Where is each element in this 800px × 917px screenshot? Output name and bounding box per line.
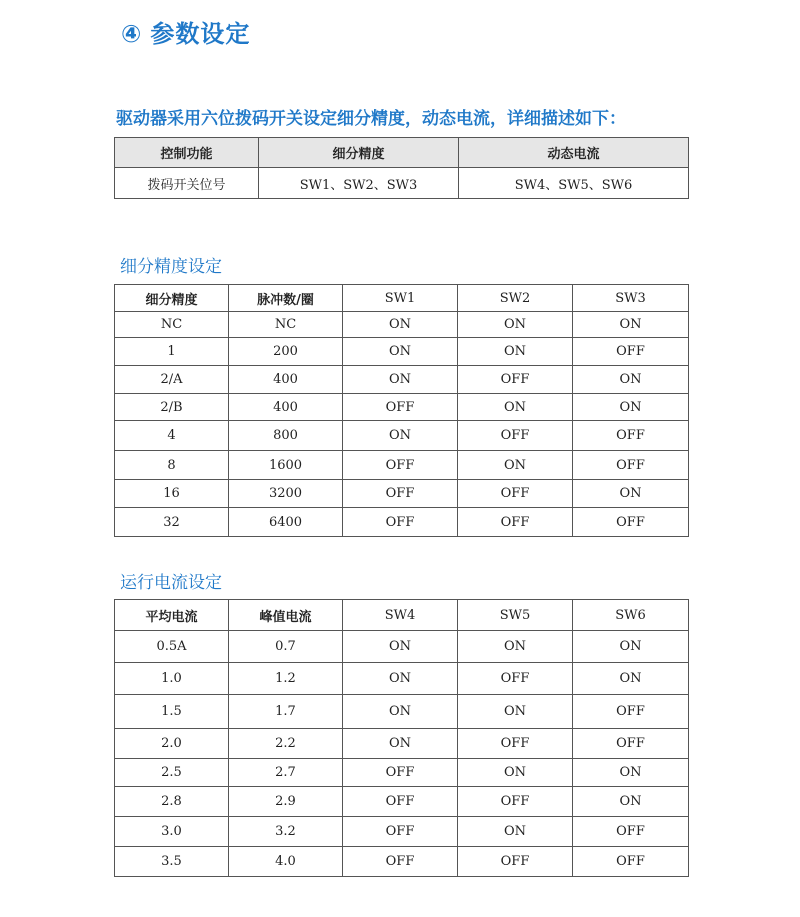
header-cell: 细分精度 (115, 285, 229, 312)
table-row (115, 759, 689, 787)
table-cell: 400 (229, 394, 343, 421)
table-cell: 1.7 (229, 695, 343, 729)
table-cell: 400 (229, 366, 343, 394)
table-cell: NC (229, 312, 343, 338)
table-row (115, 480, 689, 508)
microstep-table (114, 284, 689, 537)
table-row (115, 312, 689, 338)
table-cell: 3.5 (115, 847, 229, 877)
table-cell: ON (458, 394, 573, 421)
table-cell: ON (458, 451, 573, 480)
table-cell: OFF (573, 695, 689, 729)
table-cell: OFF (343, 787, 458, 817)
table-cell: NC (115, 312, 229, 338)
table-cell: ON (458, 759, 573, 787)
table-cell: 3.0 (115, 817, 229, 847)
table-cell: OFF (458, 663, 573, 695)
table-row (115, 631, 689, 663)
table-cell: ON (343, 695, 458, 729)
section-title: 参数设定 (150, 20, 251, 48)
table-cell: ON (458, 338, 573, 366)
table-cell: 2.8 (115, 787, 229, 817)
table-row (115, 421, 689, 451)
table-cell: 3200 (229, 480, 343, 508)
header-cell: 峰值电流 (229, 600, 343, 631)
table-cell: OFF (343, 847, 458, 877)
table-cell: 拨码开关位号 (115, 168, 259, 199)
table-cell: 1600 (229, 451, 343, 480)
table-cell: 0.7 (229, 631, 343, 663)
table-cell: ON (343, 663, 458, 695)
current-table (114, 599, 689, 877)
table-cell: ON (573, 663, 689, 695)
table-cell: ON (573, 480, 689, 508)
table-cell: ON (573, 366, 689, 394)
table-cell: ON (458, 312, 573, 338)
table-row (115, 663, 689, 695)
header-cell: 控制功能 (115, 138, 259, 168)
table-row (115, 508, 689, 537)
table-cell: ON (343, 729, 458, 759)
table-row (115, 394, 689, 421)
table-cell: OFF (573, 847, 689, 877)
table-row (115, 817, 689, 847)
table-cell: 1 (115, 338, 229, 366)
table-cell: 1.2 (229, 663, 343, 695)
section-heading (121, 14, 250, 49)
table-cell: OFF (343, 759, 458, 787)
table-cell: OFF (573, 508, 689, 537)
table-cell: 0.5A (115, 631, 229, 663)
header-cell: 动态电流 (459, 138, 689, 168)
table-cell: ON (573, 631, 689, 663)
table-cell: 3.2 (229, 817, 343, 847)
table-cell: OFF (573, 421, 689, 451)
table-cell: SW4、SW5、SW6 (459, 168, 689, 199)
table-header-row (115, 600, 689, 631)
table-header-row (115, 138, 689, 168)
table-cell: OFF (343, 508, 458, 537)
table-cell: OFF (458, 729, 573, 759)
table-cell: OFF (343, 480, 458, 508)
table-cell: OFF (343, 394, 458, 421)
table-row (115, 451, 689, 480)
table-cell: OFF (458, 480, 573, 508)
table-cell: ON (343, 421, 458, 451)
intro-text: 驱动器采用六位拨码开关设定细分精度，动态电流，详细描述如下： (116, 109, 626, 129)
dip-switch-overview-table (114, 137, 689, 199)
table-cell: OFF (458, 421, 573, 451)
table-cell: 800 (229, 421, 343, 451)
header-cell: SW3 (573, 285, 689, 312)
table-cell: 2/A (115, 366, 229, 394)
table-cell: 16 (115, 480, 229, 508)
table-row (115, 729, 689, 759)
table-cell: OFF (458, 508, 573, 537)
table-cell: 1.0 (115, 663, 229, 695)
table-row (115, 366, 689, 394)
table-cell: 2.5 (115, 759, 229, 787)
table-cell: 200 (229, 338, 343, 366)
table-cell: ON (458, 695, 573, 729)
table-row (115, 847, 689, 877)
header-cell: 细分精度 (259, 138, 459, 168)
table-cell: OFF (573, 451, 689, 480)
table-row (115, 168, 689, 199)
table-cell: 2.0 (115, 729, 229, 759)
table-cell: ON (343, 338, 458, 366)
table-cell: 2.7 (229, 759, 343, 787)
header-cell: SW4 (343, 600, 458, 631)
table-cell: 2.2 (229, 729, 343, 759)
table-row (115, 338, 689, 366)
table-cell: ON (573, 394, 689, 421)
table-header-row (115, 285, 689, 312)
header-cell: SW2 (458, 285, 573, 312)
table-cell: OFF (343, 817, 458, 847)
table-cell: OFF (458, 847, 573, 877)
header-cell: SW1 (343, 285, 458, 312)
header-cell: 脉冲数/圈 (229, 285, 343, 312)
table-row (115, 695, 689, 729)
table-cell: 32 (115, 508, 229, 537)
header-cell: SW6 (573, 600, 689, 631)
current-section-title: 运行电流设定 (120, 573, 222, 593)
table-cell: ON (343, 312, 458, 338)
table-cell: SW1、SW2、SW3 (259, 168, 459, 199)
table-cell: 2/B (115, 394, 229, 421)
table-cell: OFF (343, 451, 458, 480)
table-cell: 2.9 (229, 787, 343, 817)
table-cell: 1.5 (115, 695, 229, 729)
microstep-section-title: 细分精度设定 (120, 257, 222, 277)
table-cell: 4 (115, 421, 229, 451)
table-cell: 4.0 (229, 847, 343, 877)
table-cell: OFF (573, 817, 689, 847)
table-row (115, 787, 689, 817)
section-number: ④ (121, 20, 143, 48)
table-cell: ON (573, 787, 689, 817)
table-cell: 6400 (229, 508, 343, 537)
table-cell: ON (573, 759, 689, 787)
table-cell: OFF (458, 787, 573, 817)
table-cell: OFF (458, 366, 573, 394)
table-cell: ON (573, 312, 689, 338)
header-cell: SW5 (458, 600, 573, 631)
table-cell: ON (343, 366, 458, 394)
table-cell: ON (343, 631, 458, 663)
table-cell: ON (458, 631, 573, 663)
table-cell: 8 (115, 451, 229, 480)
header-cell: 平均电流 (115, 600, 229, 631)
table-cell: OFF (573, 729, 689, 759)
table-cell: ON (458, 817, 573, 847)
table-cell: OFF (573, 338, 689, 366)
